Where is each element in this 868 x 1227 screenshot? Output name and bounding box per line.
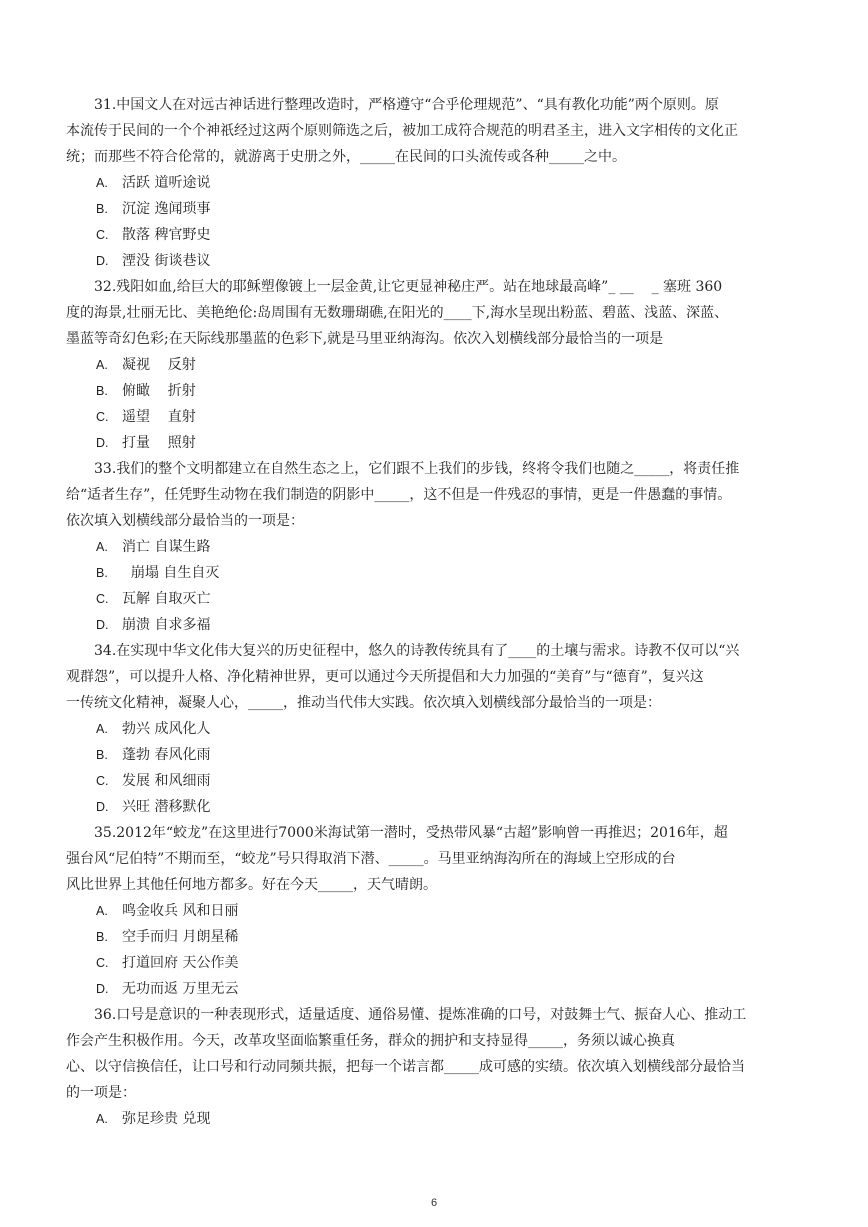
option-text: 湮没 街谈巷议 [122, 253, 211, 269]
option-text: 无功而返 万里无云 [122, 981, 239, 997]
option-letter: A. [96, 540, 108, 554]
question-stem [66, 820, 806, 898]
option-list [66, 352, 806, 456]
option-b [66, 924, 806, 950]
option-letter: C. [96, 410, 109, 424]
option-letter: A. [96, 1112, 108, 1126]
option-letter: D. [96, 800, 109, 814]
question-36 [66, 1002, 806, 1132]
option-text: 发展 和风细雨 [122, 773, 211, 789]
question-stem [66, 456, 806, 534]
option-d [66, 976, 806, 1002]
option-d [66, 248, 806, 274]
option-letter: B. [96, 384, 108, 398]
question-list [66, 92, 806, 1132]
option-list [66, 898, 806, 1002]
stem-line: 给“适者生存”，任凭野生动物在我们制造的阴影中_____，这不但是一件残忍的事情，更是一件愚蠢的事情。 [66, 487, 732, 503]
option-c [66, 222, 806, 248]
option-list [66, 534, 806, 638]
option-text: 勃兴 成风化人 [122, 721, 211, 737]
option-letter: D. [96, 254, 109, 268]
option-letter: C. [96, 774, 109, 788]
option-letter: D. [96, 982, 109, 996]
option-list [66, 1106, 806, 1132]
option-c [66, 404, 806, 430]
stem-line: 的一项是： [66, 1085, 136, 1101]
option-letter: D. [96, 618, 109, 632]
option-text: 崩塌 自生自灭 [122, 565, 220, 581]
option-d [66, 794, 806, 820]
stem-line: 34.在实现中华文化伟大复兴的历史征程中，悠久的诗教传统具有了____的土壤与需求。诗教不仅可以“兴 [94, 643, 740, 659]
stem-line: 36.口号是意识的一种表现形式，适量适度、通俗易懂、提炼准确的口号，对鼓舞士气、振奋人心、推动工 [94, 1007, 747, 1023]
option-text: 弥足珍贵 兑现 [122, 1111, 211, 1127]
stem-line: 作会产生积极作用。今天，改革攻坚面临繁重任务，群众的拥护和支持显得_____，务须以诚心换真 [66, 1033, 675, 1049]
option-list [66, 170, 806, 274]
option-letter: A. [96, 176, 108, 190]
stem-line: 强台风“尼伯特”不期而至，“蛟龙”号只得取消下潜、_____。马里亚纳海沟所在的海域上空形成的台 [66, 851, 676, 867]
question-stem [66, 274, 806, 352]
stem-line: 35.2012年“蛟龙”在这里进行7000米海试第一潜时，受热带风暴“古超”影响曾一再推迟；2016年，超 [94, 825, 728, 841]
stem-line: 32.残阳如血,给巨大的耶稣塑像镀上一层金黄,让它更显神秘庄严。站在地球最高峰”_ __ _ 塞班 360 [94, 279, 723, 295]
stem-line: 心、以守信换信任，让口号和行动同频共振，把每一个诺言都_____成可感的实绩。依次填入划横线部分最恰当 [66, 1059, 745, 1075]
option-letter: B. [96, 202, 108, 216]
question-33 [66, 456, 806, 638]
option-letter: C. [96, 228, 109, 242]
option-text: 凝视 反射 [122, 357, 196, 373]
option-text: 消亡 自谋生路 [122, 539, 211, 555]
option-letter: D. [96, 436, 109, 450]
option-a [66, 352, 806, 378]
stem-line: 风比世界上其他任何地方都多。好在今天_____，天气晴朗。 [66, 877, 437, 893]
question-stem [66, 638, 806, 716]
option-d [66, 612, 806, 638]
option-text: 沉淀 逸闻琐事 [122, 201, 211, 217]
option-letter: A. [96, 722, 108, 736]
option-letter: A. [96, 904, 108, 918]
question-31 [66, 92, 806, 274]
option-text: 散落 稗官野史 [122, 227, 211, 243]
stem-line: 33.我们的整个文明都建立在自然生态之上，它们跟不上我们的步钱，终将令我们也随之_____，将责任推 [94, 461, 740, 477]
option-text: 崩溃 自求多福 [122, 617, 211, 633]
option-letter: B. [96, 566, 108, 580]
option-text: 蓬勃 春风化雨 [122, 747, 211, 763]
option-text: 打道回府 天公作美 [122, 955, 239, 971]
option-text: 鸣金收兵 风和日丽 [122, 903, 239, 919]
stem-line: 本流传于民间的一个个神祇经过这两个原则筛选之后，被加工成符合规范的明君圣主，进入文字相传的文化正 [66, 123, 738, 139]
stem-line: 一传统文化精神，凝聚人心，_____，推动当代伟大实践。依次填入划横线部分最恰当的一项是： [66, 695, 661, 711]
option-c [66, 950, 806, 976]
option-text: 遥望 直射 [122, 409, 196, 425]
option-list [66, 716, 806, 820]
stem-line: 统；而那些不符合伦常的，就游离于史册之外，_____在民间的口头流传或各种_____之中。 [66, 149, 626, 165]
option-a [66, 534, 806, 560]
option-c [66, 768, 806, 794]
option-text: 瓦解 自取灭亡 [122, 591, 211, 607]
option-letter: A. [96, 358, 108, 372]
option-text: 活跃 道听途说 [122, 175, 211, 191]
option-letter: C. [96, 956, 109, 970]
option-b [66, 378, 806, 404]
stem-line: 观群怨”，可以提升人格、净化精神世界，更可以通过今天所提倡和大力加强的“美育”与“德育”，复兴这 [66, 669, 704, 685]
question-35 [66, 820, 806, 1002]
page-number: 6 [430, 1197, 438, 1209]
stem-line: 31.中国文人在对远古神话进行整理改造时，严格遵守“合乎伦理规范”、“具有教化功能”两个原则。原 [94, 97, 719, 113]
question-stem [66, 92, 806, 170]
option-a [66, 1106, 806, 1132]
option-b [66, 560, 806, 586]
question-32 [66, 274, 806, 456]
option-c [66, 586, 806, 612]
option-b [66, 196, 806, 222]
stem-line: 依次填入划横线部分最恰当的一项是： [66, 513, 304, 529]
stem-line: 墨蓝等奇幻色彩;在天际线那墨蓝的色彩下,就是马里亚纳海沟。依次入划横线部分最恰当的一项是 [66, 331, 664, 347]
option-d [66, 430, 806, 456]
option-letter: C. [96, 592, 109, 606]
option-letter: B. [96, 748, 108, 762]
question-stem [66, 1002, 806, 1106]
option-b [66, 742, 806, 768]
option-text: 俯瞰 折射 [122, 383, 196, 399]
stem-line: 度的海景,壮丽无比、美艳绝伦:岛周围有无数珊瑚礁,在阳光的____下,海水呈现出粉蓝、碧蓝、浅蓝、深蓝、 [66, 305, 729, 321]
option-text: 兴旺 潜移默化 [122, 799, 211, 815]
option-a [66, 716, 806, 742]
option-text: 空手而归 月朗星稀 [122, 929, 239, 945]
option-a [66, 898, 806, 924]
option-a [66, 170, 806, 196]
option-text: 打量 照射 [122, 435, 196, 451]
option-letter: B. [96, 930, 108, 944]
question-34 [66, 638, 806, 820]
